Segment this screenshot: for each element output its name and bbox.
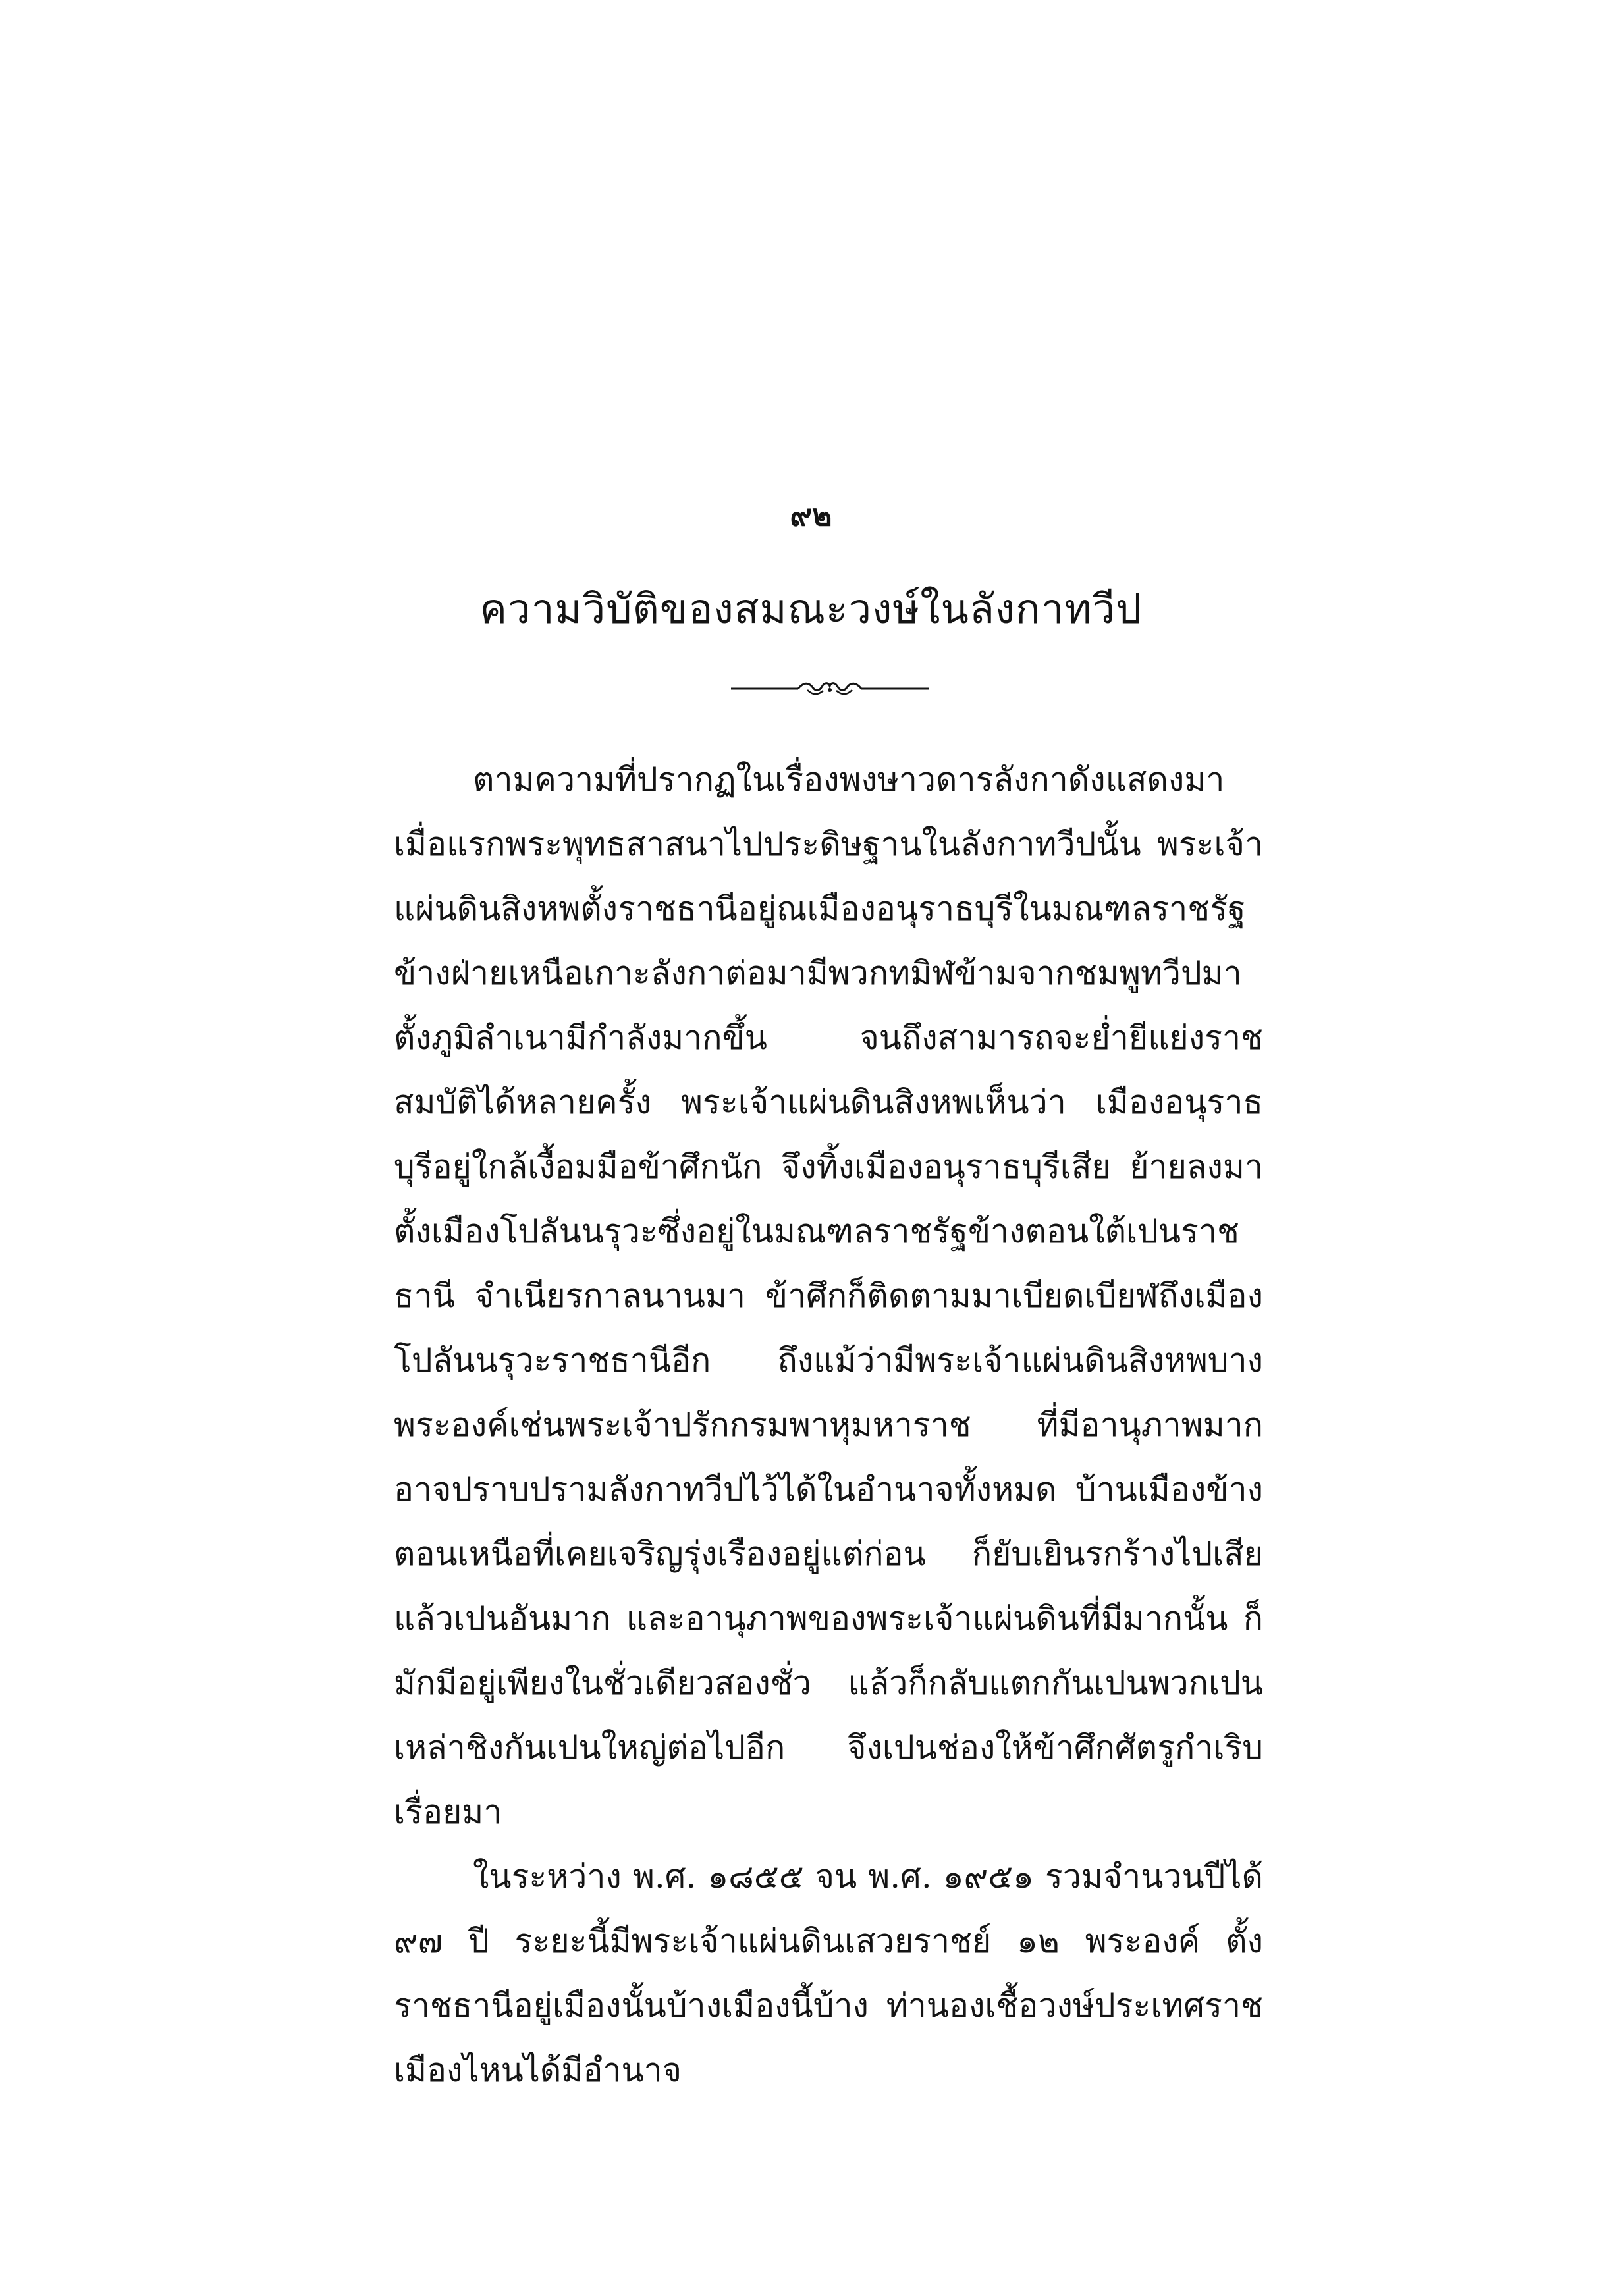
paragraph-1: ตามความที่ปรากฏในเรื่องพงษาวดารลังกาดังแสดงมา เมื่อแรกพระพุทธสาสนาไปประดิษฐานในลังกาทวีปนั้น พระเจ้าแผ่นดินสิงหพตั้งราชธานีอยู่ณเมืองอนุราธบุรีในมณฑลราชรัฐข้างฝ่ายเหนือเกาะลังกาต่อมามีพวกทมิฬข้ามจากชมพูทวีปมาตั้งภูมิลำเนามีกำลังมากขึ้น จนถึงสามารถจะย่ำยีแย่งราชสมบัติได้หลายครั้ง พระเจ้าแผ่นดินสิงหพเห็นว่า เมืองอนุราธบุรีอยู่ใกล้เงื้อมมือข้าศึกนัก จึงทิ้งเมืองอนุราธบุรีเสีย ย้ายลงมาตั้งเมืองโปลันนรุวะซึ่งอยู่ในมณฑลราชรัฐข้างตอนใต้เปนราชธานี จำเนียรกาลนานมา ข้าศึกก็ติดตามมาเบียดเบียฬถึงเมืองโปลันนรุวะราชธานีอีก ถึงแม้ว่ามีพระเจ้าแผ่นดินสิงหพบางพระองค์เช่นพระเจ้าปรักกรมพาหุมหาราช ที่มีอานุภาพมาก อาจปราบปรามลังกาทวีปไว้ได้ในอำนาจทั้งหมด บ้านเมืองข้างตอนเหนือที่เคยเจริญรุ่งเรืองอยู่แต่ก่อน ก็ยับเยินรกร้างไปเสียแล้วเปนอันมาก และอานุภาพของพระเจ้าแผ่นดินที่มีมากนั้น ก็มักมีอยู่เพียงในชั่วเดียวสองชั่ว แล้วก็กลับแตกกันเปนพวกเปนเหล่าชิงกันเปนใหญ่ต่อไปอีก จึงเปนช่องให้ข้าศึกศัตรูกำเริบเรื่อยมา — [394, 761, 1263, 1831]
body-text — [394, 747, 1263, 2102]
title-ornament-divider — [731, 677, 929, 701]
page-number: ๙๒ — [790, 497, 832, 533]
paragraph-2: ในระหว่าง พ.ศ. ๑๘๕๕ จน พ.ศ. ๑๙๕๑ รวมจำนวนปีได้ ๙๗ ปี ระยะนี้มีพระเจ้าแผ่นดินเสวยราชย์ ๑๒ พระองค์ ตั้งราชธานีอยู่เมืองนั้นบ้างเมืองนี้บ้าง ท่านองเชื้อวงษ์ประเทศราชเมืองไหนได้มีอำนาจ — [394, 1857, 1263, 2089]
chapter-title: ความวิบัติของสมณะวงษ์ในลังกาทวีป — [479, 585, 1143, 633]
